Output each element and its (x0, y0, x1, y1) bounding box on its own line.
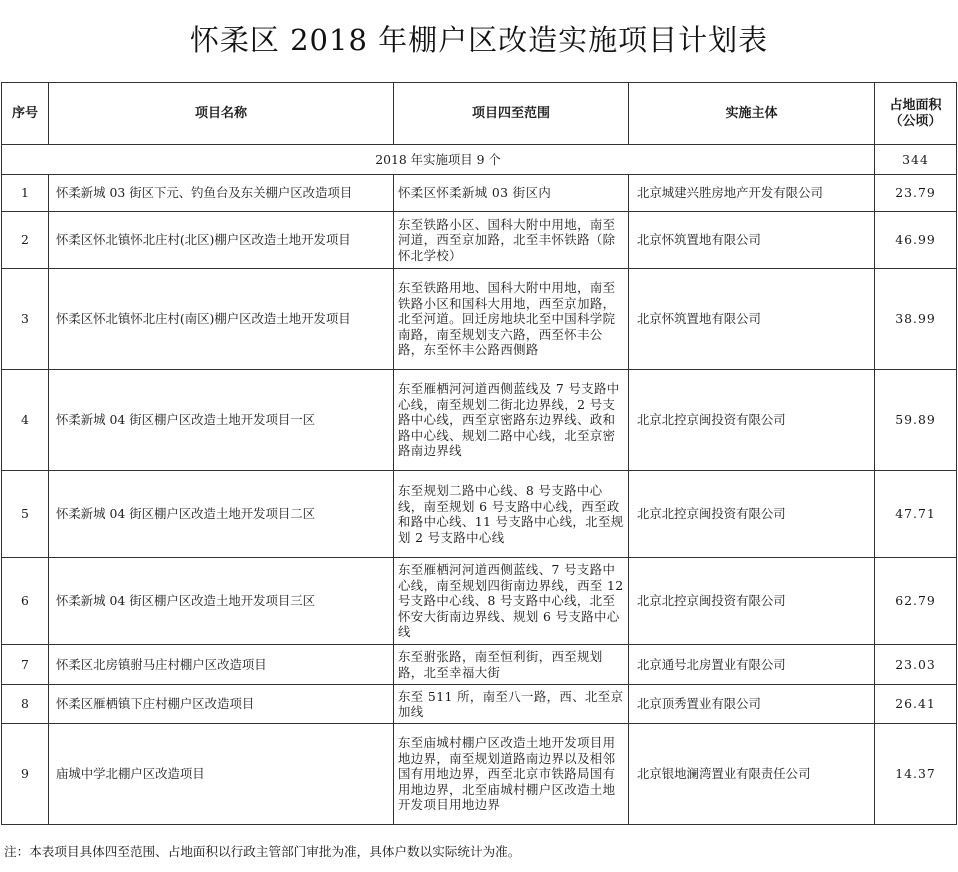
row-area: 23.03 (875, 645, 957, 685)
row-project-scope: 东至雁栖河河道西侧蓝线及 7 号支路中心线，南至规划二街北边界线，2 号支路中心线，西至京密路东边界线、政和路中心线、规划二路中心线，北至京密路南边界线 (394, 370, 629, 471)
row-index: 5 (2, 471, 49, 558)
table-row (2, 645, 957, 685)
row-implementing-entity: 北京城建兴胜房地产开发有限公司 (629, 175, 875, 212)
row-index: 4 (2, 370, 49, 471)
row-index: 3 (2, 269, 49, 370)
row-project-name: 怀柔新城 04 街区棚户区改造土地开发项目一区 (49, 370, 394, 471)
header-implementing-entity: 实施主体 (629, 83, 875, 145)
row-area: 26.41 (875, 685, 957, 724)
row-project-name: 怀柔区雁栖镇下庄村棚户区改造项目 (49, 685, 394, 724)
row-project-scope: 东至铁路小区、国科大附中用地，南至河道，西至京加路，北至丰怀铁路（除怀北学校） (394, 212, 629, 269)
summary-label: 2018 年实施项目 9 个 (2, 145, 875, 175)
row-implementing-entity: 北京银地澜湾置业有限责任公司 (629, 724, 875, 825)
header-area-unit: （公顷） (889, 113, 942, 129)
row-index: 7 (2, 645, 49, 685)
row-project-scope: 东至庙城村棚户区改造土地开发项目用地边界，南至规划道路南边界以及相邻国有用地边界，西至北京市铁路局国有用地边界，北至庙城村棚户区改造土地开发项目用地边界 (394, 724, 629, 825)
row-project-scope: 东至规划二路中心线、8 号支路中心线，南至规划 6 号支路中心线，西至政和路中心线、11 号支路中心线，北至规划 2 号支路中心线 (394, 471, 629, 558)
table-row (2, 269, 957, 370)
row-area: 47.71 (875, 471, 957, 558)
table-row (2, 558, 957, 645)
header-project-name: 项目名称 (49, 83, 394, 145)
row-area: 46.99 (875, 212, 957, 269)
row-project-scope: 东至铁路用地、国科大附中用地，南至铁路小区和国科大用地，西至京加路，北至河道。回迁房地块北至中国科学院南路，南至规划支六路，西至怀丰公路，东至怀丰公路西侧路 (394, 269, 629, 370)
row-project-name: 怀柔区怀北镇怀北庄村(南区)棚户区改造土地开发项目 (49, 269, 394, 370)
table-row (2, 471, 957, 558)
row-implementing-entity: 北京北控京闽投资有限公司 (629, 471, 875, 558)
row-implementing-entity: 北京怀筑置地有限公司 (629, 269, 875, 370)
row-project-scope: 东至雁栖河河道西侧蓝线、7 号支路中心线，南至规划四街南边界线，西至 12 号支路中心线、8 号支路中心线，北至怀安大街南边界线、规划 6 号支路中心线 (394, 558, 629, 645)
row-project-scope: 东至驸张路，南至恒利街，西至规划路，北至幸福大街 (394, 645, 629, 685)
row-project-name: 怀柔新城 04 街区棚户区改造土地开发项目二区 (49, 471, 394, 558)
row-implementing-entity: 北京通号北房置业有限公司 (629, 645, 875, 685)
row-index: 8 (2, 685, 49, 724)
row-implementing-entity: 北京顶秀置业有限公司 (629, 685, 875, 724)
row-index: 6 (2, 558, 49, 645)
table-row (2, 370, 957, 471)
header-project-scope: 项目四至范围 (394, 83, 629, 145)
row-index: 9 (2, 724, 49, 825)
row-project-name: 庙城中学北棚户区改造项目 (49, 724, 394, 825)
row-project-name: 怀柔新城 04 街区棚户区改造土地开发项目三区 (49, 558, 394, 645)
row-area: 38.99 (875, 269, 957, 370)
header-index: 序号 (2, 83, 49, 145)
row-project-scope: 怀柔区怀柔新城 03 街区内 (394, 175, 629, 212)
row-implementing-entity: 北京北控京闽投资有限公司 (629, 370, 875, 471)
table-row (2, 175, 957, 212)
table-header-row (2, 83, 957, 145)
row-project-name: 怀柔新城 03 街区下元、钓鱼台及东关棚户区改造项目 (49, 175, 394, 212)
footnote: 注：本表项目具体四至范围、占地面积以行政主管部门审批为准，具体户数以实际统计为准。 (4, 844, 521, 859)
row-area: 14.37 (875, 724, 957, 825)
summary-area: 344 (875, 145, 957, 175)
row-area: 23.79 (875, 175, 957, 212)
row-index: 2 (2, 212, 49, 269)
table-row (2, 212, 957, 269)
project-plan-table (1, 82, 957, 825)
row-implementing-entity: 北京怀筑置地有限公司 (629, 212, 875, 269)
row-project-name: 怀柔区怀北镇怀北庄村(北区)棚户区改造土地开发项目 (49, 212, 394, 269)
row-project-name: 怀柔区北房镇驸马庄村棚户区改造项目 (49, 645, 394, 685)
row-index: 1 (2, 175, 49, 212)
row-area: 59.89 (875, 370, 957, 471)
page-title: 怀柔区 2018 年棚户区改造实施项目计划表 (189, 23, 769, 57)
header-area (875, 83, 957, 145)
summary-row (2, 145, 957, 175)
row-project-scope: 东至 511 所，南至八一路，西、北至京加线 (394, 685, 629, 724)
row-area: 62.79 (875, 558, 957, 645)
table-row (2, 724, 957, 825)
row-implementing-entity: 北京北控京闽投资有限公司 (629, 558, 875, 645)
header-area-label: 占地面积 (889, 97, 942, 113)
table-row (2, 685, 957, 724)
